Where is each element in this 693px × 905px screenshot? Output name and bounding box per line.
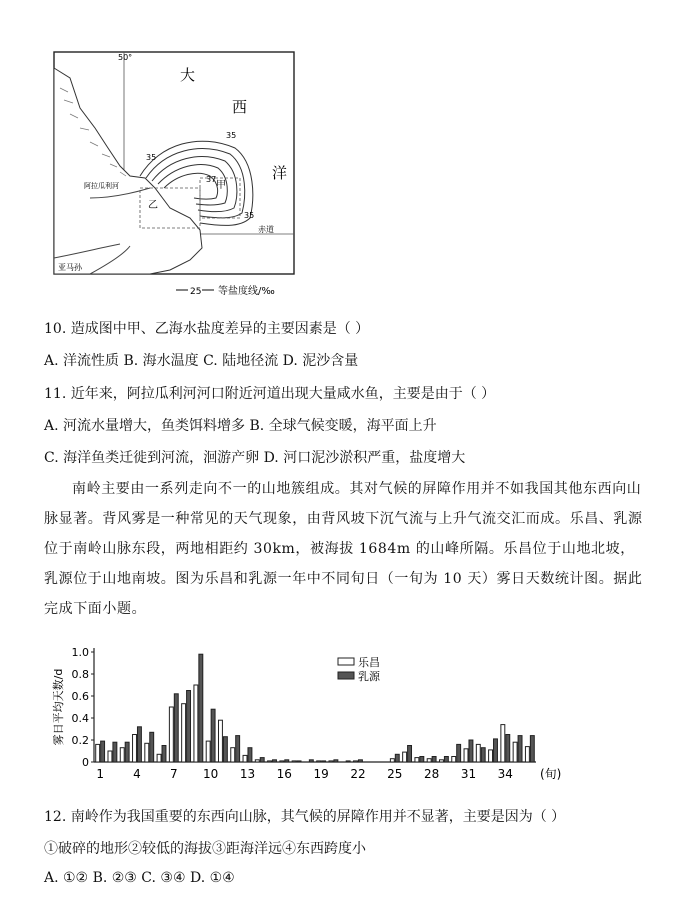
bar-lechang	[194, 685, 198, 762]
bar-ruyuan	[309, 760, 313, 762]
x-tick-label: 34	[497, 767, 513, 781]
bar-lechang	[120, 748, 124, 762]
bar-ruyuan	[223, 737, 227, 762]
legend-text: 等盐度线/‰	[218, 286, 275, 297]
bar-ruyuan	[358, 760, 362, 762]
bar-lechang	[476, 744, 480, 762]
bar-ruyuan	[334, 760, 338, 762]
bar-lechang	[513, 742, 517, 762]
bar-ruyuan	[506, 735, 510, 763]
bar-lechang	[182, 704, 186, 762]
bar-ruyuan	[481, 748, 485, 762]
bar-ruyuan	[297, 761, 301, 762]
bar-ruyuan	[457, 744, 461, 762]
bar-ruyuan	[187, 691, 191, 763]
x-tick-label: 19	[313, 767, 329, 781]
bar-ruyuan	[137, 727, 141, 762]
bar-ruyuan	[101, 741, 105, 762]
question-10-options: A. 洋流性质 B. 海水温度 C. 陆地径流 D. 泥沙含量	[44, 353, 359, 369]
bar-ruyuan	[113, 742, 117, 762]
legend-ruyuan-swatch	[338, 672, 354, 679]
bar-lechang	[329, 761, 333, 762]
salinity-map	[50, 48, 300, 308]
bar-ruyuan	[432, 757, 436, 763]
x-tick-label: 1	[96, 767, 104, 781]
ocean-label-3: 洋	[272, 164, 288, 182]
legend-lechang-swatch	[338, 658, 354, 665]
region-yi-label: 乙	[148, 200, 158, 211]
isoline-label-3: 35	[146, 153, 157, 162]
bar-lechang	[439, 760, 443, 762]
bar-lechang	[501, 725, 505, 762]
bar-lechang	[145, 743, 149, 762]
bar-lechang	[415, 758, 419, 762]
legend-ruyuan-label: 乳源	[358, 670, 380, 683]
bar-ruyuan	[494, 739, 498, 762]
bar-ruyuan	[162, 746, 166, 763]
bar-lechang	[292, 761, 296, 762]
x-axis-label: (旬)	[540, 767, 562, 781]
bar-lechang	[354, 761, 358, 762]
question-11-options-cd: C. 海洋鱼类迁徙到河流，洄游产卵 D. 河口泥沙淤积严重，盐度增大	[44, 450, 466, 466]
y-axis-label: 雾日平均天数/d	[52, 668, 65, 746]
bar-ruyuan	[395, 754, 399, 762]
bar-ruyuan	[285, 760, 289, 762]
bar-lechang	[317, 761, 321, 762]
bar-lechang	[231, 748, 235, 762]
reading-passage: 南岭主要由一系列走向不一的山地簇组成。其对气候的屏障作用并不如我国其他东西向山脉显著。背风雾是一种常见的天气现象，由背风坡下沉气流与上升气流交汇而成。乐昌、乳源位于南岭山脉东段，两地相距约 30km，被海拔 1684m 的山峰所隔。乐昌位于山地北坡，乳源位于山地南坡。图为乐昌和乳源一年中不同旬日（一旬为 10 天）雾日天数统计图。据此完成下面小题。	[44, 481, 643, 617]
ocean-label-1: 大	[180, 66, 196, 84]
y-tick-label: 0	[82, 756, 89, 769]
bar-lechang	[243, 755, 247, 762]
bar-ruyuan	[248, 748, 252, 762]
bar-ruyuan	[408, 746, 412, 763]
bar-ruyuan	[199, 654, 203, 762]
bar-lechang	[427, 759, 431, 762]
region-jia-label: 甲	[216, 180, 226, 191]
x-tick-label: 31	[460, 767, 477, 781]
bar-ruyuan	[125, 742, 129, 762]
bar-lechang	[255, 760, 259, 762]
y-tick-label: 0.6	[71, 690, 89, 703]
isoline-label-4: 37	[206, 175, 217, 184]
fog-days-chart	[48, 644, 578, 789]
bar-ruyuan	[420, 757, 424, 763]
isoline-label-1: 35	[226, 131, 237, 140]
bar-ruyuan	[150, 732, 154, 762]
bar-lechang	[464, 749, 468, 762]
bar-lechang	[133, 735, 137, 763]
bar-lechang	[108, 751, 112, 762]
question-10: 10. 造成图中甲、乙海水盐度差异的主要因素是（ ）	[44, 321, 370, 337]
bar-lechang	[452, 757, 456, 763]
bar-lechang	[268, 761, 272, 762]
bar-ruyuan	[469, 740, 473, 762]
question-12-options: A. ①② B. ②③ C. ③④ D. ①④	[44, 870, 235, 886]
bar-lechang	[489, 750, 493, 762]
bar-lechang	[206, 741, 210, 762]
bar-ruyuan	[444, 757, 448, 763]
y-tick-label: 0.2	[71, 734, 89, 747]
amazon-label: 亚马孙	[58, 263, 82, 272]
legend-value: 25	[190, 287, 202, 297]
bar-lechang	[280, 761, 284, 762]
bar-lechang	[96, 744, 100, 762]
y-tick-label: 0.4	[71, 712, 89, 725]
x-tick-label: 25	[387, 767, 403, 781]
bar-ruyuan	[346, 761, 350, 762]
bar-lechang	[157, 754, 161, 762]
bar-ruyuan	[322, 761, 326, 762]
x-tick-label: 28	[423, 767, 440, 781]
x-tick-label: 13	[239, 767, 256, 781]
river-label: 阿拉瓜利河	[84, 182, 119, 190]
question-12: 12. 南岭作为我国重要的东西向山脉，其气候的屏障作用并不显著，主要是因为（ ）	[44, 809, 566, 825]
bar-ruyuan	[174, 694, 178, 762]
x-tick-label: 7	[169, 767, 178, 781]
bar-ruyuan	[260, 758, 264, 762]
legend-lechang-label: 乐昌	[358, 656, 380, 669]
x-tick-label: 22	[350, 767, 366, 781]
bar-ruyuan	[518, 736, 522, 762]
bar-lechang	[390, 759, 394, 762]
longitude-label: 50°	[118, 53, 133, 62]
x-tick-label: 16	[276, 767, 292, 781]
x-tick-label: 4	[133, 767, 141, 781]
bar-ruyuan	[211, 709, 215, 762]
bar-ruyuan	[236, 736, 240, 762]
bar-lechang	[403, 752, 407, 762]
equator-label: 赤道	[258, 225, 274, 234]
y-tick-label: 1.0	[71, 646, 89, 659]
ocean-label-2: 西	[232, 98, 248, 116]
bar-lechang	[218, 720, 222, 762]
bar-lechang	[169, 707, 173, 762]
question-11-options-ab: A. 河流水量增大，鱼类饵料增多 B. 全球气候变暖，海平面上升	[44, 418, 437, 434]
bar-lechang	[525, 747, 529, 762]
y-tick-label: 0.8	[71, 668, 89, 681]
bar-ruyuan	[273, 760, 277, 762]
question-11: 11. 近年来，阿拉瓜利河河口附近河道出现大量咸水鱼，主要是由于（ ）	[44, 386, 496, 402]
bar-ruyuan	[530, 736, 534, 762]
isoline-label-2: 35	[244, 211, 255, 220]
question-12-items: ①破碎的地形②较低的海拔③距海洋远④东西跨度小	[44, 841, 366, 857]
x-tick-label: 10	[202, 767, 219, 781]
